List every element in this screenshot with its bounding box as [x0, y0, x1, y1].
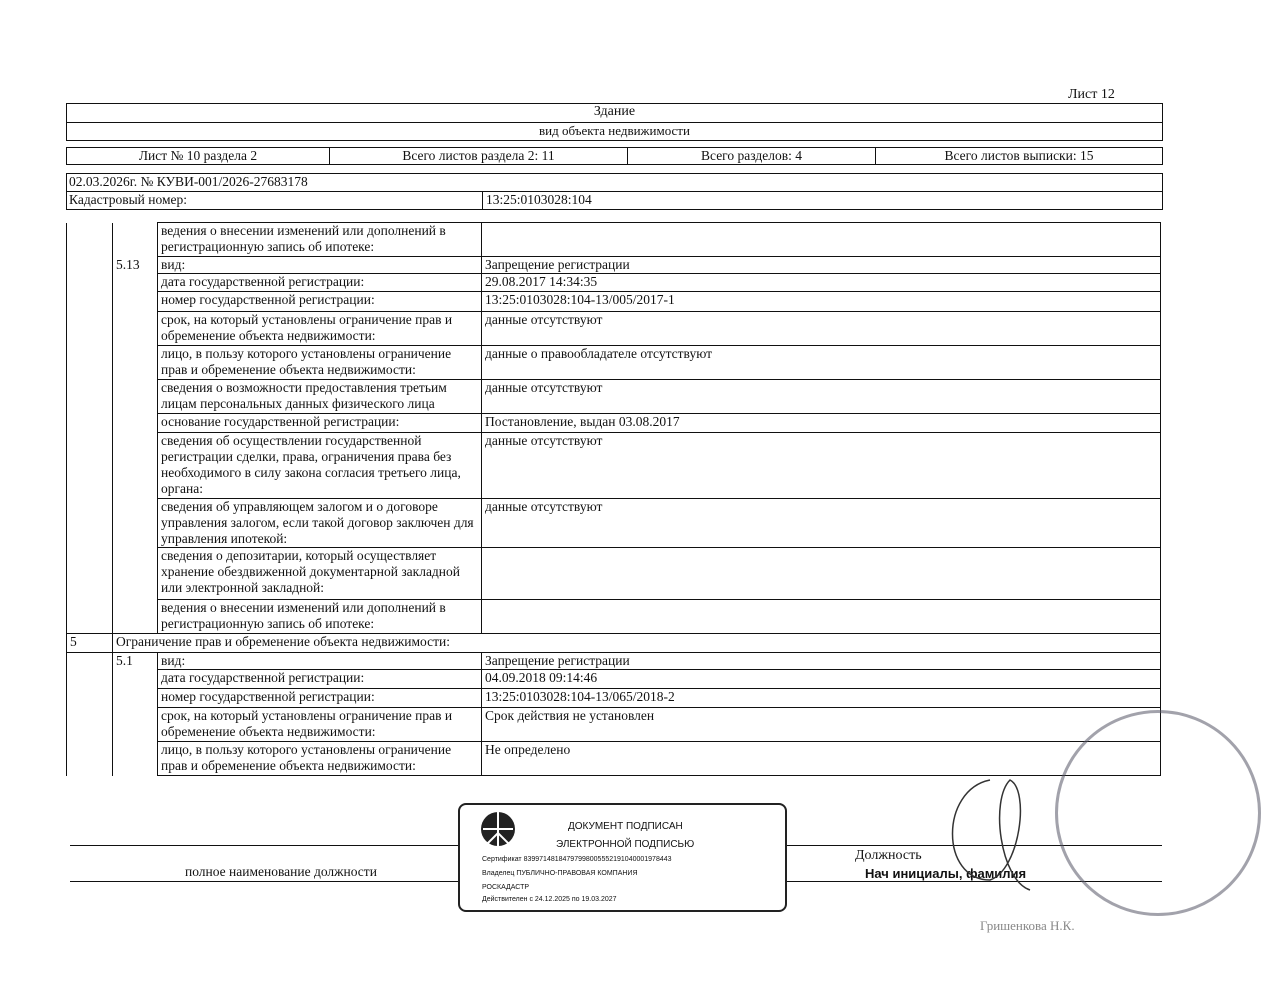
table-row: [67, 499, 1161, 548]
doc-reference: 02.03.2026г. № КУВИ-001/2026-27683178: [66, 173, 1163, 192]
sheet-number: Лист 12: [1068, 87, 1115, 102]
subsection-cell: [113, 223, 158, 257]
subsection-cell: 5.13: [113, 257, 158, 274]
field-label: сведения о возможности предоставления третьим лицам персональных данных физического лица: [158, 380, 482, 414]
esign-owner: Владелец ПУБЛИЧНО-ПРАВОВАЯ КОМПАНИЯ: [482, 870, 638, 877]
subsection-cell: [113, 414, 158, 433]
section-cell: [67, 292, 113, 312]
section-cell: [67, 653, 113, 670]
field-label: срок, на который установлены ограничение прав и обременение объекта недвижимости:: [158, 708, 482, 742]
sheet-info-cell: Всего листов выписки: 15: [944, 148, 1094, 163]
subsection-cell: [113, 346, 158, 380]
table-row: [67, 600, 1161, 634]
sheet-info: [66, 147, 1163, 165]
section-cell: [67, 414, 113, 433]
field-value: 04.09.2018 09:14:46: [482, 670, 1161, 689]
field-label: лицо, в пользу которого установлены ограничение прав и обременение объекта недвижимости:: [158, 742, 482, 776]
section-title: Ограничение прав и обременение объекта недвижимости:: [113, 634, 1161, 653]
field-label: сведения об осуществлении государственной регистрации сделки, права, ограничения права без необходимого в силу закона согласия третьего лица, органа:: [158, 433, 482, 499]
table-row: [67, 292, 1161, 312]
section-cell: [67, 499, 113, 548]
table-row: [67, 653, 1161, 670]
table-row: [67, 708, 1161, 742]
subsection-cell: [113, 689, 158, 708]
field-value: 29.08.2017 14:34:35: [482, 274, 1161, 292]
section-number: 5: [67, 634, 113, 653]
handwritten-signature: [930, 760, 1080, 900]
table-row: [67, 380, 1161, 414]
section-cell: [67, 708, 113, 742]
field-value: Постановление, выдан 03.08.2017: [482, 414, 1161, 433]
table-row: [67, 414, 1161, 433]
subsection-cell: 5.1: [113, 653, 158, 670]
position-label: полное наименование должности: [185, 864, 377, 879]
cadastral-value: 13:25:0103028:104: [486, 192, 592, 207]
subsection-cell: [113, 548, 158, 600]
section-cell: [67, 346, 113, 380]
field-value: данные отсутствуют: [482, 312, 1161, 346]
object-type-caption: вид объекта недвижимости: [66, 122, 1163, 141]
field-value: [482, 600, 1161, 634]
field-value: [482, 223, 1161, 257]
section-cell: [67, 223, 113, 257]
field-label: сведения о депозитарии, который осуществляет хранение обездвиженной документарной закладной или электронной закладной:: [158, 548, 482, 600]
field-value: Запрещение регистрации: [482, 257, 1161, 274]
subsection-cell: [113, 380, 158, 414]
field-label: вид:: [158, 653, 482, 670]
sheet-info-cell: Всего разделов: 4: [628, 148, 876, 164]
subsection-cell: [113, 670, 158, 689]
field-value: 13:25:0103028:104-13/005/2017-1: [482, 292, 1161, 312]
field-value: данные отсутствуют: [482, 499, 1161, 548]
table-row: [67, 274, 1161, 292]
section-cell: [67, 670, 113, 689]
section-cell: [67, 274, 113, 292]
table-row: [67, 312, 1161, 346]
cadastral-label: Кадастровый номер:: [67, 192, 483, 209]
subsection-cell: [113, 742, 158, 776]
section-cell: [67, 312, 113, 346]
field-label: лицо, в пользу которого установлены ограничение прав и обременение объекта недвижимости:: [158, 346, 482, 380]
encumbrance-table: [66, 222, 1161, 776]
table-row: [67, 223, 1161, 257]
field-value: данные о правообладателе отсутствуют: [482, 346, 1161, 380]
sheet-info-cell: Всего листов раздела 2: 11: [330, 148, 628, 164]
field-value: 13:25:0103028:104-13/065/2018-2: [482, 689, 1161, 708]
section-cell: [67, 433, 113, 499]
field-value: данные отсутствуют: [482, 433, 1161, 499]
section-cell: [67, 600, 113, 634]
subsection-cell: [113, 433, 158, 499]
field-label: сведения об управляющем залогом и о договоре управления залогом, если такой договор заключен для управления ипотекой:: [158, 499, 482, 548]
official-seal: [1055, 710, 1261, 916]
field-label: основание государственной регистрации:: [158, 414, 482, 433]
field-value: Срок действия не установлен: [482, 708, 1161, 742]
roskadastr-logo-icon: [478, 809, 518, 859]
table-row: [67, 548, 1161, 600]
field-label: ведения о внесении изменений или дополнений в регистрационную запись об ипотеке:: [158, 600, 482, 634]
subsection-cell: [113, 708, 158, 742]
subsection-cell: [113, 499, 158, 548]
field-label: дата государственной регистрации:: [158, 274, 482, 292]
field-label: дата государственной регистрации:: [158, 670, 482, 689]
electronic-signature-stamp: [458, 803, 787, 912]
subsection-cell: [113, 600, 158, 634]
dolzhnost-label: Должность: [855, 848, 922, 863]
signer-name: Гришенкова Н.К.: [980, 918, 1075, 933]
esign-title2: ЭЛЕКТРОННОЙ ПОДПИСЬЮ: [556, 839, 695, 850]
field-label: ведения о внесении изменений или дополнений в регистрационную запись об ипотеке:: [158, 223, 482, 257]
section-cell: [67, 257, 113, 274]
table-row: [67, 346, 1161, 380]
subsection-cell: [113, 312, 158, 346]
initials-label: Нач инициалы, фамилия: [865, 866, 1027, 881]
table-row: [67, 433, 1161, 499]
section-cell: [67, 548, 113, 600]
esign-title: ДОКУМЕНТ ПОДПИСАН: [568, 821, 683, 832]
field-label: срок, на который установлены ограничение прав и обременение объекта недвижимости:: [158, 312, 482, 346]
table-row: [67, 634, 1161, 653]
table-row: [67, 257, 1161, 274]
field-value: Запрещение регистрации: [482, 653, 1161, 670]
subsection-cell: [113, 292, 158, 312]
field-value: Не определено: [482, 742, 1161, 776]
esign-owner2: РОСКАДАСТР: [482, 884, 530, 891]
field-label: номер государственной регистрации:: [158, 292, 482, 312]
field-value: данные отсутствуют: [482, 380, 1161, 414]
object-type: Здание: [66, 103, 1163, 123]
field-value: [482, 548, 1161, 600]
field-label: номер государственной регистрации:: [158, 689, 482, 708]
section-cell: [67, 742, 113, 776]
section-cell: [67, 689, 113, 708]
esign-cert: Сертификат 83997148184797998005552191040001978443: [482, 856, 672, 863]
esign-validity: Действителен с 24.12.2025 по 19.03.2027: [482, 896, 617, 903]
section-cell: [67, 380, 113, 414]
subsection-cell: [113, 274, 158, 292]
sheet-info-cell: Лист № 10 раздела 2: [67, 148, 330, 164]
table-row: [67, 670, 1161, 689]
table-row: [67, 689, 1161, 708]
field-label: вид:: [158, 257, 482, 274]
